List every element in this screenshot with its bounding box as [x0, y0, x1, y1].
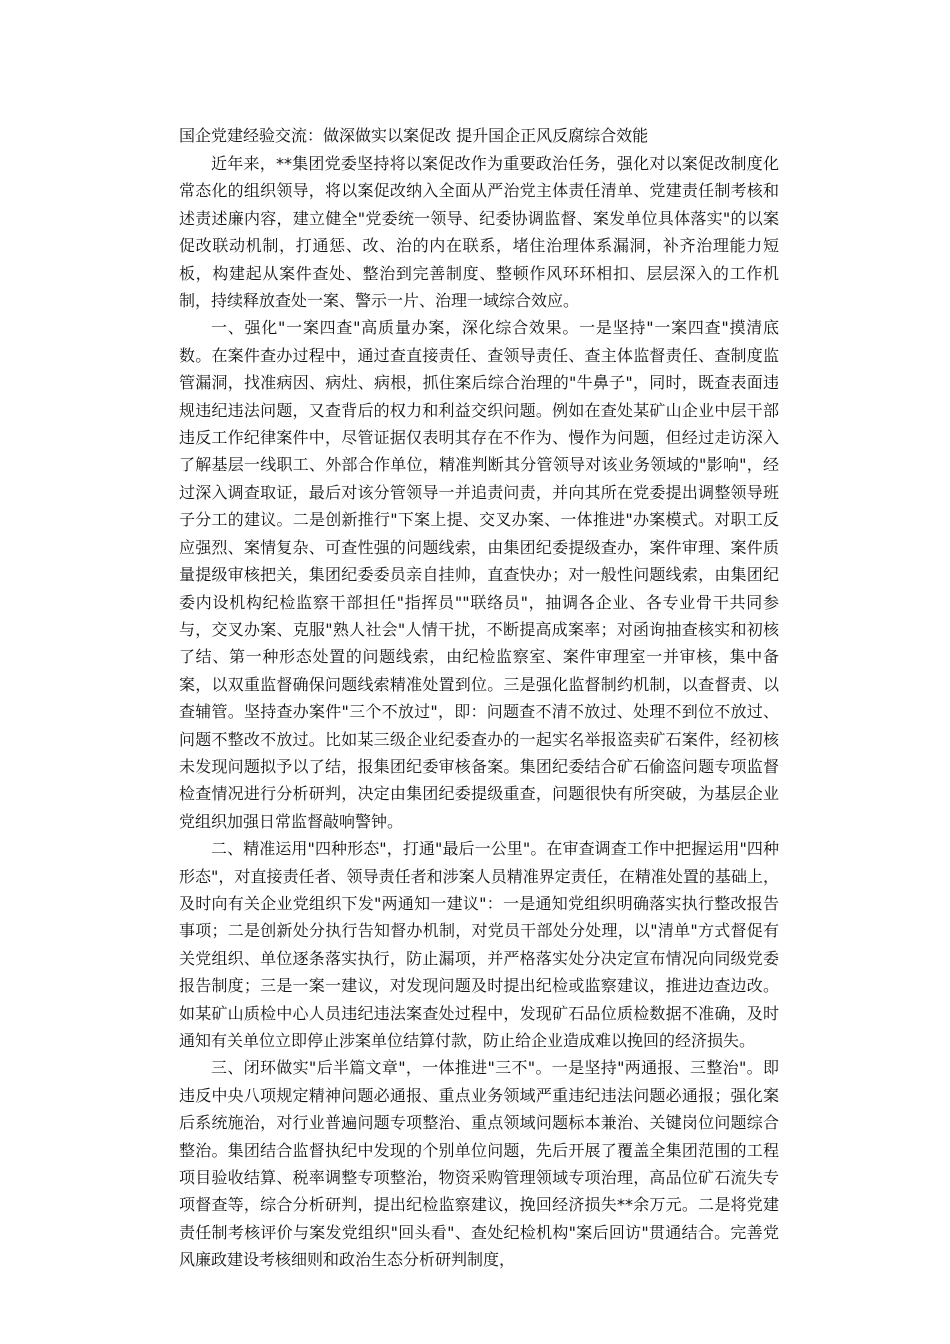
document-title: 国企党建经验交流：做深做实以案促改 提升国企正风反腐综合效能 [179, 126, 649, 145]
paragraph-intro: 近年来，**集团党委坚持将以案促改作为重要政治任务，强化对以案促改制度化常态化的组织领导，将以案促改纳入全面从严治党主体责任清单、党建责任制考核和述责述廉内容，建立健全"党委统一领导、纪委协调监督、案发单位具体落实"的以案促改联动机制，打通惩、改、治的内在联系，堵住治理体系漏洞，补齐治理能力短板，构建起从案件查处、整治到完善制度、整顿作风环环相扣、层层深入的工作机制，持续释放查处一案、警示一片、治理一域综合效应。 [179, 154, 779, 311]
document-page [179, 122, 779, 1274]
paragraph-section-1: 一、强化"一案四查"高质量办案，深化综合效果。一是坚持"一案四查"摸清底数。在案件查办过程中，通过查直接责任、查领导责任、查主体监督责任、查制度监管漏洞，找准病因、病灶、病根，抓住案后综合治理的"牛鼻子"，同时，既查表面违规违纪违法问题，又查背后的权力和利益交织问题。例如在查处某矿山企业中层干部违反工作纪律案件中，尽管证据仅表明其存在不作为、慢作为问题，但经过走访深入了解基层一线职工、外部合作单位，精准判断其分管领导对该业务领域的"影响"，经过深入调查取证，最后对该分管领导一并追责问责，并向其所在党委提出调整领导班子分工的建议。二是创新推行"下案上提、交叉办案、一体推进"办案模式。对职工反应强烈、案情复杂、可查性强的问题线索，由集团纪委提级查办，案件审理、案件质量提级审核把关，集团纪委委员亲自挂帅，直查快办；对一般性问题线索，由集团纪委内设机构纪检监察干部担任"指挥员""联络员"，抽调各企业、各专业骨干共同参与，交叉办案、克服"熟人社会"人情干扰，不断提高成案率；对函询抽查核实和初核了结、第一种形态处置的问题线索，由纪检监察室、案件审理室一并审核，集中备案，以双重监督确保问题线索精准处置到位。三是强化监督制约机制，以查督责、以查辅管。坚持查办案件"三个不放过"，即：问题查不清不放过、处理不到位不放过、问题不整改不放过。比如某三级企业纪委查办的一起实名举报盗卖矿石案件，经初核未发现问题拟予以了结，报集团纪委审核备案。集团纪委结合矿石偷盗问题专项监督检查情况进行分析研判，决定由集团纪委提级重查，问题很快有所突破，为基层企业党组织加强日常监督敲响警钟。 [179, 318, 779, 831]
paragraph-section-2: 二、精准运用"四种形态"，打通"最后一公里"。在审查调查工作中把握运用"四种形态"，对直接责任者、领导责任者和涉案人员精准界定责任，在精准处置的基础上，及时向有关企业党组织下发"两通知一建议"：一是通知党组织明确落实执行整改报告事项；二是创新处分执行告知督办机制，对党员干部处分处理，以"清单"方式督促有关党组织、单位逐条落实执行，防止漏项，并严格落实处分决定宣布情况向同级党委报告制度；三是一案一建议，对发现问题及时提出纪检或监察建议，推进边查边改。如某矿山质检中心人员违纪违法案查处过程中，发现矿石品位质检数据不准确，及时通知有关单位立即停止涉案单位结算付款，防止给企业造成难以挽回的经济损失。 [179, 839, 779, 1050]
paragraph-section-3: 三、闭环做实"后半篇文章"，一体推进"三不"。一是坚持"两通报、三整治"。即违反中央八项规定精神问题必通报、重点业务领域严重违纪违法问题必通报；强化案后系统施治，对行业普遍问题专项整治、重点领域问题标本兼治、关键岗位问题综合整治。集团结合监督执纪中发现的个别单位问题，先后开展了覆盖全集团范围的工程项目验收结算、税率调整专项整治，物资采购管理领域专项治理，高品位矿石流失专项督查等，综合分析研判，提出纪检监察建议，挽回经济损失**余万元。二是将党建责任制考核评价与案发党组织"回头看"、查处纪检机构"案后回访"贯通结合。完善党风廉政建设考核细则和政治生态分析研判制度， [179, 1058, 779, 1270]
